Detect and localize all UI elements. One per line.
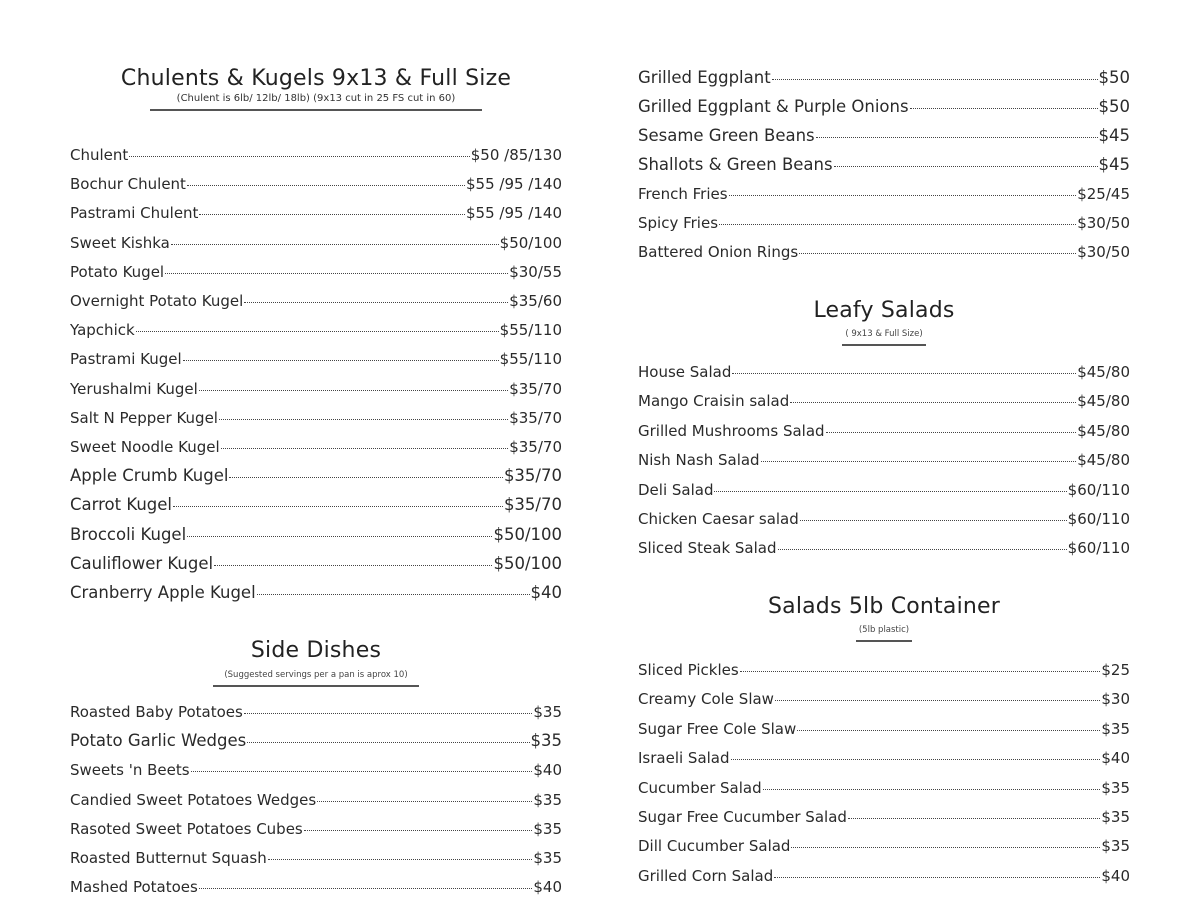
dot-leader — [257, 594, 530, 595]
menu-item-price: $45 — [1098, 155, 1130, 174]
menu-item-name: Sliced Steak Salad — [638, 539, 777, 558]
menu-item — [70, 436, 562, 458]
menu-item-price: $40 — [1101, 749, 1130, 768]
dot-leader — [244, 713, 533, 714]
menu-item-price: $40 — [530, 583, 562, 602]
menu-item-name: Grilled Eggplant & Purple Onions — [638, 97, 909, 116]
section-title: Salads 5lb Container — [767, 594, 1001, 619]
section-header-side-dishes — [70, 638, 562, 687]
menu-item-name: Salt N Pepper Kugel — [70, 408, 218, 427]
menu-item — [70, 789, 562, 811]
dot-leader — [714, 491, 1066, 492]
menu-item-name: Cranberry Apple Kugel — [70, 583, 256, 602]
dot-leader — [799, 253, 1076, 254]
menu-item — [70, 319, 562, 341]
menu-item-price: $50 — [1098, 97, 1130, 116]
dot-leader — [199, 214, 465, 215]
menu-item — [70, 524, 562, 546]
dot-leader — [772, 79, 1098, 80]
menu-item-price: $35 — [1101, 837, 1130, 856]
menu-item-price: $35 — [530, 731, 562, 751]
menu-item — [638, 449, 1130, 471]
dot-leader — [910, 108, 1098, 109]
menu-item-price: $60/110 — [1067, 510, 1130, 528]
menu-item — [70, 582, 562, 604]
dot-leader — [199, 888, 533, 889]
menu-item-name: Mango Craisin salad — [638, 392, 790, 411]
menu-item-price: $35 — [1101, 719, 1130, 738]
menu-item — [638, 183, 1130, 205]
dot-leader — [732, 373, 1076, 374]
menu-item-price: $30/55 — [509, 262, 562, 281]
dot-leader — [834, 166, 1098, 167]
menu-item — [638, 390, 1130, 412]
menu-item-price: $35 — [533, 819, 562, 838]
dot-leader — [136, 331, 499, 332]
menu-item — [70, 232, 562, 254]
section-divider — [150, 109, 482, 111]
menu-item-price: $25/45 — [1077, 185, 1130, 203]
section-divider — [856, 640, 912, 642]
menu-item-name: Nish Nash Salad — [638, 451, 760, 470]
menu-item-price: $45/80 — [1077, 363, 1130, 381]
menu-item-price: $40 — [533, 878, 562, 897]
section-note: (5lb plastic) — [858, 625, 910, 635]
menu-item-name: Creamy Cole Slaw — [638, 690, 774, 709]
menu-item — [70, 348, 562, 370]
dot-leader — [790, 402, 1076, 403]
menu-item-name: Cauliflower Kugel — [70, 553, 214, 573]
menu-item — [638, 241, 1130, 263]
dot-leader — [731, 759, 1101, 760]
section-header-chulents-kugels — [70, 66, 562, 111]
menu-item-name: Sugar Free Cucumber Salad — [638, 808, 847, 826]
menu-item — [638, 806, 1130, 828]
menu-item — [70, 407, 562, 429]
menu-item-price: $40 — [533, 761, 562, 780]
menu-item — [70, 494, 562, 516]
menu-item — [70, 290, 562, 312]
menu-item-name: Israeli Salad — [638, 749, 730, 768]
menu-item-name: Grilled Mushrooms Salad — [638, 421, 825, 440]
dot-leader — [183, 360, 499, 361]
dot-leader — [199, 390, 508, 391]
menu-item-name: Shallots & Green Beans — [638, 155, 833, 174]
menu-item-price: $60/110 — [1067, 539, 1130, 558]
menu-item-name: House Salad — [638, 363, 732, 381]
menu-item — [638, 835, 1130, 857]
dot-leader — [816, 137, 1098, 138]
dot-leader — [268, 859, 533, 860]
dot-leader — [165, 273, 508, 274]
menu-item-price: $35 — [533, 703, 562, 721]
cut-off-row — [638, 893, 1130, 900]
menu-item — [638, 67, 1130, 89]
menu-item-price: $35 — [1101, 778, 1130, 797]
menu-item — [638, 865, 1130, 887]
menu-item — [638, 508, 1130, 530]
section-note: ( 9x13 & Full Size) — [845, 329, 923, 339]
menu-item-price: $30/50 — [1077, 243, 1130, 261]
dot-leader — [171, 244, 499, 245]
menu-item — [638, 212, 1130, 234]
section-title: Leafy Salads — [813, 298, 955, 323]
dot-leader — [129, 156, 469, 157]
menu-item-price: $55 /95 /140 — [466, 175, 562, 194]
menu-item-name: Roasted Baby Potatoes — [70, 703, 243, 721]
menu-item-name: Yerushalmi Kugel — [70, 379, 198, 398]
dot-leader — [173, 506, 503, 507]
menu-item-name: Pastrami Chulent — [70, 204, 199, 223]
menu-item — [638, 361, 1130, 383]
menu-item — [70, 701, 562, 723]
dot-leader — [775, 700, 1100, 701]
menu-item-price: $55/110 — [499, 321, 562, 340]
menu-item — [70, 759, 562, 781]
menu-item — [638, 154, 1130, 176]
dot-leader — [229, 477, 503, 478]
menu-item-name: Cucumber Salad — [638, 778, 762, 797]
menu-item-price: $50 /85/130 — [470, 146, 562, 164]
menu-item — [638, 537, 1130, 559]
menu-item-name: Sesame Green Beans — [638, 126, 815, 145]
menu-item-price: $50 — [1098, 68, 1130, 87]
menu-item-price: $45/80 — [1077, 451, 1130, 470]
menu-item-price: $35 — [533, 849, 562, 867]
menu-item-price: $35/70 — [509, 438, 562, 456]
section-divider — [213, 685, 419, 687]
menu-item-name: Yapchick — [70, 321, 135, 340]
menu-item-name: Chicken Caesar salad — [638, 510, 799, 528]
section-divider — [842, 344, 926, 346]
dot-leader — [244, 302, 508, 303]
menu-item — [70, 173, 562, 195]
section-note: (Suggested servings per a pan is aprox 10) — [224, 670, 408, 680]
menu-item-name: Sliced Pickles — [638, 661, 739, 679]
menu-item-name: Candied Sweet Potatoes Wedges — [70, 790, 317, 809]
dot-leader — [848, 818, 1100, 819]
section-title: Chulents & Kugels 9x13 & Full Size — [120, 66, 512, 91]
menu-item-price: $55/110 — [499, 350, 562, 369]
menu-item-price: $35/70 — [509, 379, 562, 398]
menu-item-name: Chulent — [70, 146, 129, 164]
menu-item — [638, 96, 1130, 118]
menu-item-price: $60/110 — [1067, 480, 1130, 499]
menu-item-price: $50/100 — [493, 553, 562, 573]
menu-item-name: Sugar Free Cole Slaw — [638, 719, 797, 738]
dot-leader — [219, 419, 508, 420]
menu-item — [70, 847, 562, 869]
menu-item-name: Sweets 'n Beets — [70, 761, 190, 780]
menu-item-price: $50/100 — [493, 524, 562, 544]
menu-item-name: Spicy Fries — [638, 214, 719, 232]
menu-item-price: $35/70 — [503, 495, 562, 515]
dot-leader — [191, 771, 533, 772]
menu-item — [70, 730, 562, 752]
section-header-leafy-salads — [638, 298, 1130, 346]
menu-item-name: Grilled Corn Salad — [638, 866, 774, 885]
dot-leader — [214, 565, 492, 566]
menu-item-name: Dill Cucumber Salad — [638, 837, 791, 856]
menu-item-price: $45/80 — [1077, 392, 1130, 411]
dot-leader — [761, 461, 1077, 462]
dot-leader — [774, 877, 1100, 878]
menu-item-name: Mashed Potatoes — [70, 878, 198, 897]
menu-item — [638, 125, 1130, 147]
dot-leader — [778, 549, 1067, 550]
menu-item — [70, 202, 562, 224]
dot-leader — [791, 847, 1100, 848]
menu-item-name: Potato Kugel — [70, 262, 165, 281]
menu-item-price: $45/80 — [1077, 421, 1130, 440]
menu-item-name: Battered Onion Rings — [638, 243, 799, 261]
menu-item-price: $55 /95 /140 — [466, 204, 562, 223]
menu-item-name: Sweet Noodle Kugel — [70, 438, 220, 456]
menu-item-price: $35/60 — [509, 292, 562, 310]
menu-item — [638, 420, 1130, 442]
menu-item-name: Deli Salad — [638, 480, 714, 499]
dot-leader — [221, 448, 509, 449]
menu-item — [70, 876, 562, 898]
menu-item-price: $50/100 — [499, 233, 562, 252]
menu-item-price: $35 — [1101, 808, 1130, 826]
dot-leader — [826, 432, 1077, 433]
menu-item-price: $30/50 — [1077, 214, 1130, 232]
section-header-salads-5lb — [638, 594, 1130, 642]
menu-item-price: $45 — [1098, 126, 1130, 145]
menu-item-price: $35/70 — [503, 466, 562, 486]
menu-item — [638, 777, 1130, 799]
menu-item-name: Overnight Potato Kugel — [70, 292, 244, 310]
menu-item-name: Carrot Kugel — [70, 495, 173, 515]
dot-leader — [187, 536, 492, 537]
menu-item — [638, 718, 1130, 740]
menu-item — [638, 479, 1130, 501]
menu-item — [70, 144, 562, 166]
dot-leader — [187, 185, 465, 186]
menu-item-price: $25 — [1101, 661, 1130, 679]
menu-item-name: Bochur Chulent — [70, 175, 186, 194]
section-note: (Chulent is 6lb/ 12lb/ 18lb) (9x13 cut in 25 FS cut in 60) — [176, 93, 456, 104]
menu-item — [638, 659, 1130, 681]
menu-item — [70, 261, 562, 283]
menu-item-name: Rasoted Sweet Potatoes Cubes — [70, 819, 303, 838]
menu-item — [70, 553, 562, 575]
menu-item — [70, 818, 562, 840]
dot-leader — [763, 789, 1101, 790]
menu-item-name: Pastrami Kugel — [70, 350, 182, 369]
dot-leader — [729, 195, 1077, 196]
menu-item — [638, 688, 1130, 710]
menu-item-name: Roasted Butternut Squash — [70, 849, 267, 867]
menu-item-name: French Fries — [638, 185, 728, 203]
dot-leader — [247, 742, 529, 743]
menu-item — [70, 465, 562, 487]
menu-item-price: $30 — [1101, 690, 1130, 709]
dot-leader — [797, 730, 1100, 731]
dot-leader — [719, 224, 1076, 225]
dot-leader — [304, 830, 533, 831]
menu-item — [638, 747, 1130, 769]
menu-item-name: Grilled Eggplant — [638, 68, 771, 87]
dot-leader — [800, 520, 1067, 521]
menu-item-name: Apple Crumb Kugel — [70, 466, 229, 486]
menu-item-name: Sweet Kishka — [70, 233, 170, 252]
menu-item-price: $40 — [1101, 866, 1130, 885]
menu-item-name: Potato Garlic Wedges — [70, 731, 247, 751]
menu-item-price: $35/70 — [509, 408, 562, 427]
dot-leader — [317, 801, 532, 802]
section-title: Side Dishes — [250, 638, 382, 663]
dot-leader — [740, 671, 1101, 672]
menu-item-price: $35 — [533, 790, 562, 809]
menu-item — [70, 378, 562, 400]
menu-item-name: Broccoli Kugel — [70, 524, 187, 544]
